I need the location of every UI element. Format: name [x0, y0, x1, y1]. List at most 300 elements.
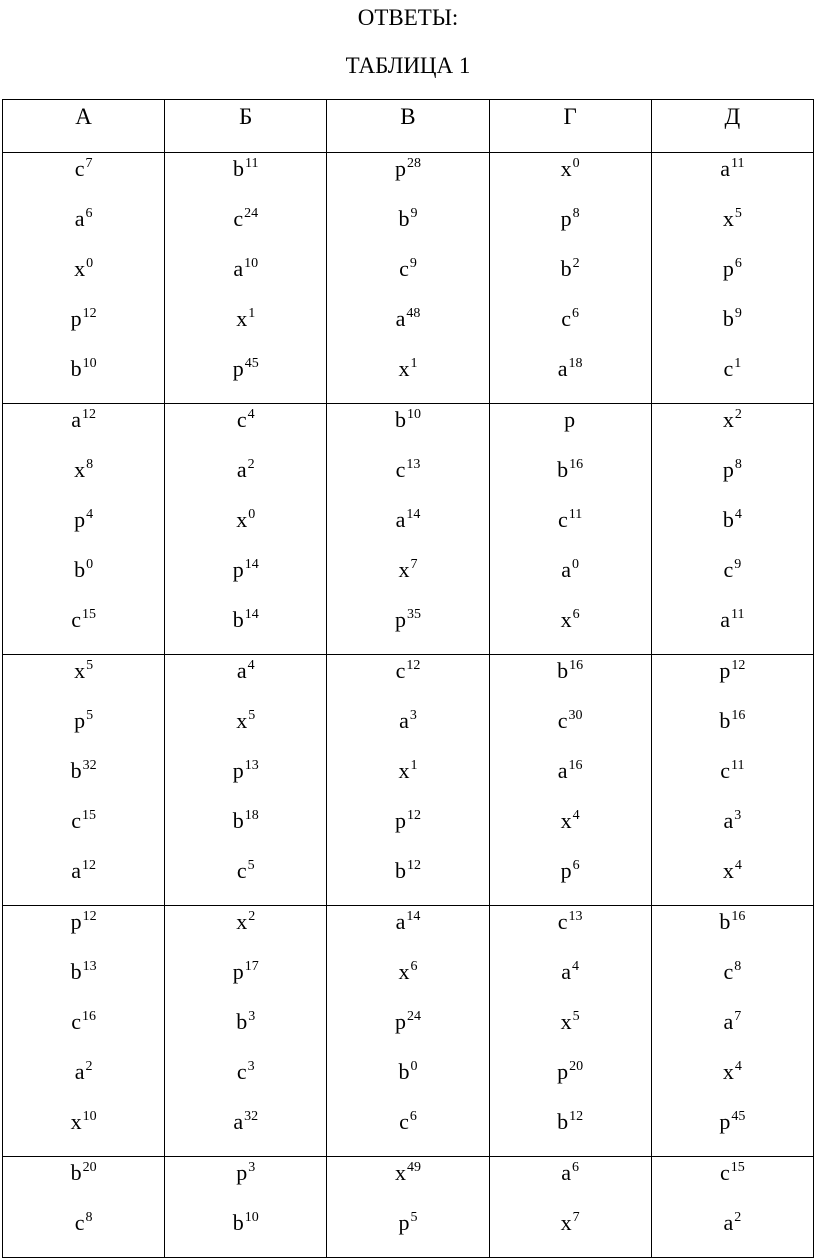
power-expression [327, 1207, 488, 1257]
exponent: 1 [410, 758, 418, 773]
power-expression [490, 855, 651, 905]
base-variable: b [394, 407, 406, 432]
power-expression [327, 203, 488, 253]
base-variable: a [395, 909, 406, 934]
base-variable: b [560, 256, 572, 281]
base-variable: b [557, 1109, 569, 1134]
base-variable: x [394, 1160, 406, 1185]
power-expression [327, 454, 488, 504]
power-expression [165, 1207, 326, 1257]
base-variable: a [71, 407, 81, 432]
power-expression [490, 253, 651, 303]
base-variable: b [74, 557, 86, 582]
table-cell [165, 1157, 327, 1258]
base-variable: a [723, 808, 734, 833]
table-cell [165, 906, 327, 1157]
base-variable: c [719, 1160, 730, 1185]
base-variable: p [557, 1059, 569, 1084]
base-variable: x [722, 206, 734, 231]
exponent: 5 [247, 858, 255, 873]
exponent: 2 [734, 1210, 742, 1225]
power-expression [652, 805, 813, 855]
base-variable: c [71, 808, 81, 833]
exponent: 12 [406, 658, 421, 673]
exponent: 11 [245, 156, 259, 171]
power-expression [652, 655, 813, 705]
base-variable: c [236, 407, 247, 432]
exponent: 0 [572, 557, 580, 572]
base-variable: p [394, 808, 406, 833]
table-cell [489, 404, 651, 655]
exponent: 4 [572, 959, 580, 974]
power-expression [490, 554, 651, 604]
table-title: ТАБЛИЦА 1 [345, 53, 471, 78]
exponent: 24 [244, 206, 259, 221]
base-variable: p [564, 407, 576, 432]
power-expression [3, 404, 164, 454]
exponent: 5 [734, 206, 742, 221]
table-cell [651, 153, 813, 404]
power-expression [3, 153, 164, 203]
exponent: 5 [86, 708, 94, 723]
exponent: 16 [569, 658, 584, 673]
power-expression [652, 504, 813, 554]
power-expression [490, 805, 651, 855]
table-cell [651, 655, 813, 906]
exponent: 4 [734, 1059, 742, 1074]
power-expression [3, 1207, 164, 1257]
power-expression [327, 655, 488, 705]
exponent: 17 [244, 959, 259, 974]
exponent: 6 [572, 858, 580, 873]
base-variable: p [722, 256, 734, 281]
base-variable: b [398, 206, 410, 231]
base-variable: x [560, 808, 572, 833]
power-expression [490, 1056, 651, 1106]
power-expression [652, 253, 813, 303]
power-expression [327, 755, 488, 805]
exponent: 11 [731, 156, 745, 171]
base-variable: a [561, 959, 572, 984]
exponent: 1 [734, 356, 742, 371]
exponent: 13 [82, 959, 97, 974]
exponent: 4 [572, 808, 580, 823]
base-variable: a [720, 156, 731, 181]
base-variable: x [722, 858, 734, 883]
table-cell [327, 1157, 489, 1258]
power-expression [652, 604, 813, 654]
power-expression [3, 906, 164, 956]
base-variable: c [561, 306, 572, 331]
base-variable: b [236, 1009, 248, 1034]
power-expression [652, 1207, 813, 1257]
base-variable: p [398, 1210, 410, 1235]
power-expression [165, 1006, 326, 1056]
base-variable: x [236, 507, 248, 532]
exponent: 16 [81, 1009, 96, 1024]
exponent: 9 [410, 206, 418, 221]
exponent: 1 [248, 306, 256, 321]
exponent: 32 [244, 1109, 259, 1124]
exponent: 16 [568, 758, 583, 773]
base-variable: p [232, 356, 244, 381]
power-expression [3, 1157, 164, 1207]
base-variable: b [719, 909, 731, 934]
exponent: 9 [734, 306, 742, 321]
exponent: 6 [85, 206, 93, 221]
exponent: 8 [734, 457, 742, 472]
exponent: 18 [244, 808, 259, 823]
power-expression [490, 1106, 651, 1156]
power-expression [3, 655, 164, 705]
base-variable: p [394, 607, 406, 632]
base-variable: b [232, 808, 244, 833]
table-cell [651, 906, 813, 1157]
power-expression [490, 1207, 651, 1257]
exponent: 4 [247, 407, 255, 422]
power-expression [652, 705, 813, 755]
base-variable: p [394, 1009, 406, 1034]
power-expression [3, 755, 164, 805]
base-variable: b [722, 507, 734, 532]
base-variable: x [560, 156, 572, 181]
answers-table [2, 99, 814, 1258]
base-variable: a [399, 708, 409, 733]
exponent: 8 [85, 1210, 93, 1225]
base-variable: b [557, 658, 569, 683]
power-expression [3, 454, 164, 504]
exponent: 5 [86, 658, 94, 673]
power-expression [3, 805, 164, 855]
exponent: 3 [247, 1059, 255, 1074]
power-expression [165, 303, 326, 353]
exponent: 3 [734, 808, 742, 823]
base-variable: c [557, 708, 568, 733]
exponent: 5 [248, 708, 256, 723]
power-expression [327, 253, 488, 303]
base-variable: x [560, 1009, 572, 1034]
power-expression [652, 755, 813, 805]
table-cell [165, 153, 327, 404]
power-expression [327, 1106, 488, 1156]
power-expression [652, 1157, 813, 1207]
table-row [3, 404, 814, 655]
power-expression [327, 1157, 488, 1207]
base-variable: a [723, 1009, 734, 1034]
power-expression [490, 404, 651, 454]
exponent: 16 [731, 909, 746, 924]
power-expression [652, 906, 813, 956]
power-expression [652, 353, 813, 403]
power-expression [490, 353, 651, 403]
exponent: 8 [734, 959, 742, 974]
exponent: 7 [410, 557, 418, 572]
power-expression [3, 956, 164, 1006]
power-expression [652, 203, 813, 253]
exponent: 11 [568, 507, 583, 522]
exponent: 15 [81, 808, 96, 823]
base-variable: a [71, 858, 81, 883]
base-variable: x [398, 758, 410, 783]
exponent: 9 [409, 256, 417, 271]
power-expression [3, 705, 164, 755]
exponent: 0 [572, 156, 580, 171]
exponent: 2 [248, 909, 256, 924]
exponent: 15 [81, 607, 96, 622]
power-expression [165, 504, 326, 554]
exponent: 5 [572, 1009, 580, 1024]
base-variable: c [395, 457, 406, 482]
base-variable: p [232, 959, 244, 984]
exponent: 2 [734, 407, 742, 422]
power-expression [327, 705, 488, 755]
power-expression [327, 404, 488, 454]
power-expression [327, 906, 488, 956]
power-expression [165, 956, 326, 1006]
table-cell [165, 404, 327, 655]
exponent: 12 [81, 407, 96, 422]
column-header-g: Г [489, 100, 651, 153]
base-variable: b [719, 708, 731, 733]
exponent: 10 [244, 256, 259, 271]
power-expression [3, 1056, 164, 1106]
exponent: 4 [86, 507, 94, 522]
base-variable: c [720, 758, 731, 783]
table-cell [651, 1157, 813, 1258]
exponent: 14 [406, 507, 421, 522]
exponent: 35 [406, 607, 421, 622]
table-cell [3, 404, 165, 655]
exponent: 7 [734, 1009, 742, 1024]
base-variable: c [723, 356, 734, 381]
base-variable: x [74, 658, 86, 683]
power-expression [652, 1006, 813, 1056]
exponent: 30 [568, 708, 583, 723]
power-expression [165, 203, 326, 253]
power-expression [327, 1006, 488, 1056]
base-variable: p [232, 557, 244, 582]
power-expression [165, 855, 326, 905]
exponent: 0 [410, 1059, 418, 1074]
base-variable: p [719, 1109, 731, 1134]
exponent: 14 [406, 909, 421, 924]
exponent: 4 [734, 858, 742, 873]
exponent: 48 [406, 306, 421, 321]
exponent: 45 [244, 356, 259, 371]
table-cell [3, 906, 165, 1157]
base-variable: p [719, 658, 731, 683]
exponent: 4 [734, 507, 742, 522]
base-variable: a [233, 1109, 244, 1134]
base-variable: b [70, 356, 82, 381]
power-expression [165, 353, 326, 403]
table-cell [3, 655, 165, 906]
base-variable: x [398, 557, 410, 582]
power-expression [490, 303, 651, 353]
power-expression [3, 855, 164, 905]
power-expression [165, 153, 326, 203]
power-expression [652, 153, 813, 203]
exponent: 3 [248, 1009, 256, 1024]
exponent: 1 [410, 356, 418, 371]
base-variable: p [74, 507, 86, 532]
base-variable: p [560, 206, 572, 231]
power-expression [327, 1056, 488, 1106]
exponent: 12 [82, 909, 97, 924]
table-row [3, 655, 814, 906]
power-expression [652, 554, 813, 604]
power-expression [165, 1157, 326, 1207]
power-expression [3, 253, 164, 303]
base-variable: a [723, 1210, 734, 1235]
base-variable: c [74, 156, 85, 181]
base-variable: p [70, 306, 82, 331]
power-expression [652, 1056, 813, 1106]
exponent: 10 [82, 356, 97, 371]
exponent: 0 [86, 256, 94, 271]
base-variable: c [395, 658, 406, 683]
base-variable: a [395, 507, 406, 532]
exponent: 7 [572, 1210, 580, 1225]
exponent: 15 [730, 1160, 745, 1175]
exponent: 13 [244, 758, 259, 773]
exponent: 5 [410, 1210, 418, 1225]
power-expression [652, 1106, 813, 1156]
power-expression [490, 755, 651, 805]
power-expression [327, 153, 488, 203]
column-header-a: А [3, 100, 165, 153]
power-expression [165, 253, 326, 303]
power-expression [327, 604, 488, 654]
exponent: 7 [85, 156, 93, 171]
exponent: 49 [406, 1160, 421, 1175]
exponent: 6 [572, 306, 580, 321]
exponent: 28 [406, 156, 421, 171]
exponent: 2 [572, 256, 580, 271]
exponent: 10 [406, 407, 421, 422]
power-expression [327, 956, 488, 1006]
power-expression [3, 504, 164, 554]
power-expression [165, 1056, 326, 1106]
base-variable: c [71, 1009, 81, 1034]
base-variable: c [74, 1210, 85, 1235]
power-expression [490, 655, 651, 705]
base-variable: c [399, 256, 409, 281]
exponent: 32 [82, 758, 97, 773]
table-cell [651, 404, 813, 655]
exponent: 9 [734, 557, 742, 572]
base-variable: b [394, 858, 406, 883]
exponent: 16 [569, 457, 584, 472]
exponent: 0 [86, 557, 94, 572]
table-body [3, 153, 814, 1258]
power-expression [165, 454, 326, 504]
exponent: 10 [82, 1109, 97, 1124]
exponent: 3 [409, 708, 417, 723]
base-variable: x [560, 1210, 572, 1235]
base-variable: p [236, 1160, 248, 1185]
exponent: 11 [731, 758, 745, 773]
power-expression [490, 956, 651, 1006]
power-expression [652, 855, 813, 905]
exponent: 18 [568, 356, 583, 371]
power-expression [652, 404, 813, 454]
power-expression [490, 705, 651, 755]
power-expression [3, 203, 164, 253]
table-cell [3, 153, 165, 404]
base-variable: c [71, 607, 81, 632]
exponent: 45 [731, 1109, 746, 1124]
table-cell [3, 1157, 165, 1258]
base-variable: b [232, 607, 244, 632]
exponent: 12 [406, 808, 421, 823]
power-expression [165, 805, 326, 855]
exponent: 12 [406, 858, 421, 873]
exponent: 14 [244, 607, 259, 622]
power-expression [652, 303, 813, 353]
base-variable: c [399, 1109, 409, 1134]
base-variable: c [558, 507, 568, 532]
base-variable: x [398, 356, 410, 381]
base-variable: p [70, 909, 82, 934]
base-variable: p [74, 708, 86, 733]
exponent: 20 [82, 1160, 97, 1175]
base-variable: a [395, 306, 406, 331]
exponent: 16 [731, 708, 746, 723]
power-expression [327, 554, 488, 604]
power-expression [490, 454, 651, 504]
base-variable: b [722, 306, 734, 331]
table-cell [327, 404, 489, 655]
base-variable: x [236, 909, 248, 934]
base-variable: a [233, 256, 244, 281]
power-expression [3, 303, 164, 353]
exponent: 13 [568, 909, 583, 924]
power-expression [327, 805, 488, 855]
power-expression [490, 203, 651, 253]
heading: ОТВЕТЫ: [357, 5, 459, 30]
base-variable: c [233, 206, 244, 231]
power-expression [490, 504, 651, 554]
column-header-d: Д [651, 100, 813, 153]
exponent: 3 [248, 1160, 256, 1175]
table-cell [327, 655, 489, 906]
exponent: 20 [569, 1059, 584, 1074]
base-variable: x [70, 1109, 82, 1134]
base-variable: x [398, 959, 410, 984]
table-cell [489, 1157, 651, 1258]
table-cell [489, 906, 651, 1157]
exponent: 12 [82, 306, 97, 321]
table-cell [489, 655, 651, 906]
base-variable: x [722, 407, 734, 432]
power-expression [327, 855, 488, 905]
power-expression [165, 655, 326, 705]
column-header-b: Б [165, 100, 327, 153]
base-variable: a [720, 607, 731, 632]
power-expression [3, 1106, 164, 1156]
table-row [3, 1157, 814, 1258]
exponent: 8 [86, 457, 94, 472]
base-variable: b [232, 1210, 244, 1235]
base-variable: x [236, 708, 248, 733]
table-row [3, 906, 814, 1157]
base-variable: b [233, 156, 245, 181]
power-expression [652, 454, 813, 504]
exponent: 13 [406, 457, 421, 472]
base-variable: c [557, 909, 568, 934]
power-expression [165, 755, 326, 805]
